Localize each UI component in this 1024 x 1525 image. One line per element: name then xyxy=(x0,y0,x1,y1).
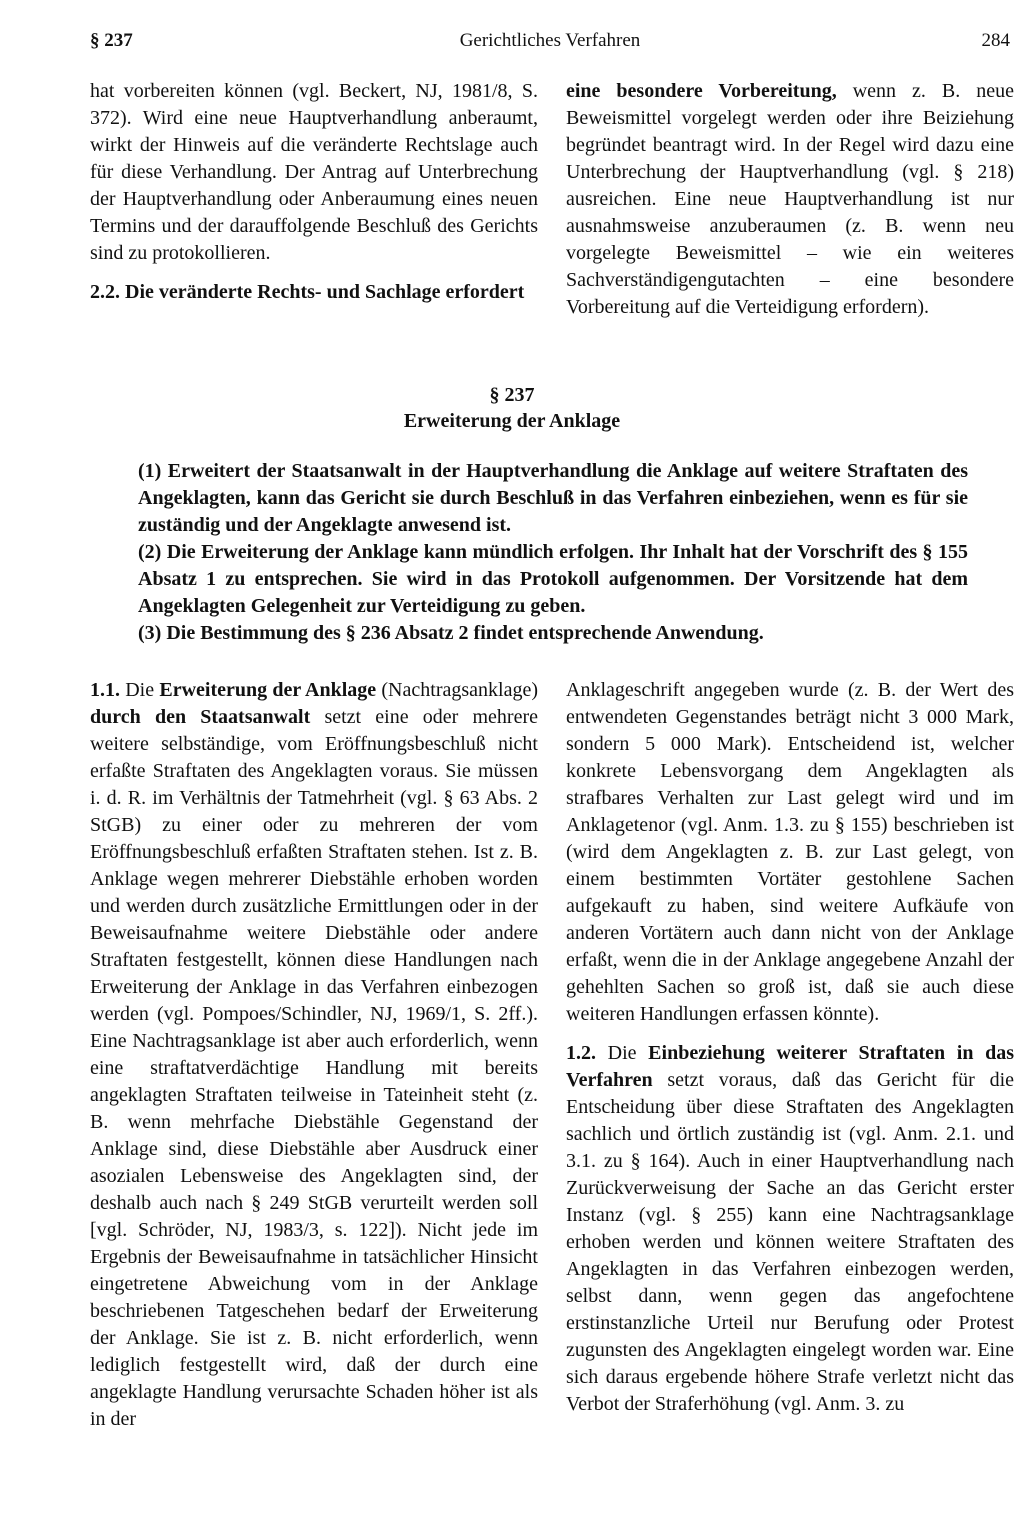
commentary-text: Die xyxy=(596,1042,649,1064)
commentary-1-1-continued: Anklageschrift angegeben wurde (z. B. der Wert des entwendeten Gegenstandes beträgt nicht 3 000 Mark, sondern 5 000 Mark). Entscheidend ist, welcher konkrete Lebensvorgang dem Angeklagten als strafbares Verhalten zur Last gelegt wird und im Anklagetenor (vgl. Anm. 1.3. zu § 155) beschrieben ist (wird dem Angeklagten z. B. zur Last gelegt, von einem bestimmten Vortäter gestohlene Sachen aufgekauft zu haben, sind weitere Aufkäufe von anderen Vortätern auch dann nicht von der Anklage erfaßt, wenn die in der Anklage angegebene Anzahl der gehehlten Sachen so groß ist, daß sie auch diese weiteren Handlungen erfassen könnte). xyxy=(566,679,1014,1025)
commentary-keyword: durch den Staatsanwalt xyxy=(90,706,311,728)
law-section-number: § 237 xyxy=(489,384,535,406)
commentary-left-column xyxy=(90,677,538,1433)
commentary-keyword: Einbeziehung weiterer Straftaten in das Verfahren xyxy=(566,1042,1014,1091)
page-number: 284 xyxy=(981,30,1010,51)
law-paragraph-3: (3) Die Bestimmung des § 236 Absatz 2 findet entsprechende Anwendung. xyxy=(138,622,764,644)
paragraph-2-2 xyxy=(90,279,538,306)
top-right-column xyxy=(566,78,1014,321)
paragraph-lead-bold: Die veränderte Rechts- und Sachlage erfordert xyxy=(125,281,525,303)
commentary-text: setzt eine oder mehrere weitere selbständige, vom Eröffnungsbeschluß nicht erfaßte Straftaten des Angeklagten voraus. Sie müssen i. d. R. im Verhältnis der Tatmehrheit (vgl. § 63 Abs. 2 StGB) zu einer oder zu mehreren der vom Eröffnungsbeschluß erfaßten Straftaten stehen. Ist z. B. Anklage wegen mehrerer Diebstähle erhoben worden und werden durch zusätzliche Ermittlungen oder in der Beweisaufnahme weitere Diebstähle oder andere Straftaten festgestellt, können diese Handlungen nach Erweiterung der Anklage in das Verfahren einbezogen werden (vgl. Pompoes/Schindler, NJ, 1969/1, S. 2ff.). Eine Nachtragsanklage ist aber auch erforderlich, wenn eine straftatverdächtige Handlung mit bereits angeklagten Straftaten teilweise in Tateinheit steht (z. B. wenn mehrfache Diebstähle Gegenstand der Anklage sind, diese Diebstähle aber Ausdruck einer asozialen Lebensweise des Angeklagten sind, der deshalb auch nach § 249 StGB verurteilt werden soll [vgl. Schröder, NJ, 1983/3, s. 122]). Nicht jede im Ergebnis der Beweisaufnahme in tatsächlicher Hinsicht eingetretene Abweichung vom in der Anklage beschriebenen Tatgeschehen bedarf der Erweiterung der Anklage. Sie ist z. B. nicht erforderlich, wenn lediglich festgestellt wird, daß der durch eine angeklagte Handlung verursachte Schaden höher ist als in der xyxy=(90,706,538,1430)
paragraph-text: wenn z. B. neue Beweismittel vorgelegt werden oder ihre Beiziehung begründet beantragt wird. In der Regel wird dazu eine Unterbrechung der Hauptverhandlung (vgl. § 218) ausreichen. Eine neue Hauptverhandlung ist nur ausnahmsweise anzuberaumen (z. B. wenn neu vorgelegte Beweismittel – wie ein weiteres Sachverständigengutachten – eine besondere Vorbereitung auf die Verteidigung erfordern). xyxy=(566,80,1014,318)
header-title: Gerichtliches Verfahren xyxy=(459,30,641,51)
commentary-keyword: Erweiterung der Anklage xyxy=(159,679,377,701)
commentary-1-1 xyxy=(90,677,538,1433)
law-paragraph-1: (1) Erweitert der Staatsanwalt in der Hauptverhandlung die Anklage auf weitere Straftaten des Angeklagten, kann das Gericht sie durch Beschluß in das Verfahren einbeziehen, wenn es für sie zuständig und der Angeklagte anwesend ist. xyxy=(138,460,968,536)
running-header xyxy=(90,30,1010,60)
top-left-column xyxy=(90,78,538,306)
commentary-text: setzt voraus, daß das Gericht für die Entscheidung über diese Straftaten des Angeklagten sachlich und örtlich zuständig ist (vgl. Anm. 2.1. und 3.1. zu § 164). Auch in einer Hauptverhandlung nach Zurückverweisung der Sache an das Gericht erster Instanz (vgl. § 255) kann eine Nachtragsanklage erhoben werden und können weitere Straftaten des Angeklagten in das Verfahren einbezogen werden, selbst dann, wenn gegen das angefochtene erstinstanzliche Urteil nur Berufung oder Protest zugunsten des Angeklagten eingelegt worden war. Eine sich daraus ergebende höhere Strafe verletzt nicht das Verbot der Straferhöhung (vgl. Anm. 3. zu xyxy=(566,1069,1014,1415)
commentary-text: Die xyxy=(120,679,160,701)
paragraph-continuation: hat vorbereiten können (vgl. Beckert, NJ, 1981/8, S. 372). Wird eine neue Hauptverhandlung anberaumt, wirkt der Hinweis auf die veränderte Rechtslage auch für diese Verhandlung. Der Antrag auf Unterbrechung der Hauptverhandlung oder Anberaumung eines neuen Termins und der darauffolgende Beschluß des Gerichts sind zu protokollieren. xyxy=(90,80,538,264)
law-text xyxy=(138,458,968,647)
commentary-1-2 xyxy=(566,1040,1014,1418)
paragraph-2-2-continued xyxy=(566,78,1014,321)
commentary-number: 1.2. xyxy=(566,1042,596,1064)
law-paragraph-2: (2) Die Erweiterung der Anklage kann mündlich erfolgen. Ihr Inhalt hat der Vorschrift des § 155 Absatz 1 zu entsprechen. Sie wird in das Protokoll aufgenommen. Der Vorsitzende hat dem Angeklagten Gelegenheit zur Verteidigung zu geben. xyxy=(138,541,968,617)
commentary-right-column xyxy=(566,677,1014,1418)
paragraph-number: 2.2. xyxy=(90,281,120,303)
paragraph-bold-continuation: eine besondere Vorbereitung, xyxy=(566,80,837,102)
commentary-text: (Nachtragsanklage) xyxy=(376,679,538,701)
law-section-title: Erweiterung der Anklage xyxy=(403,410,621,432)
header-section-number: § 237 xyxy=(90,30,133,51)
commentary-number: 1.1. xyxy=(90,679,120,701)
